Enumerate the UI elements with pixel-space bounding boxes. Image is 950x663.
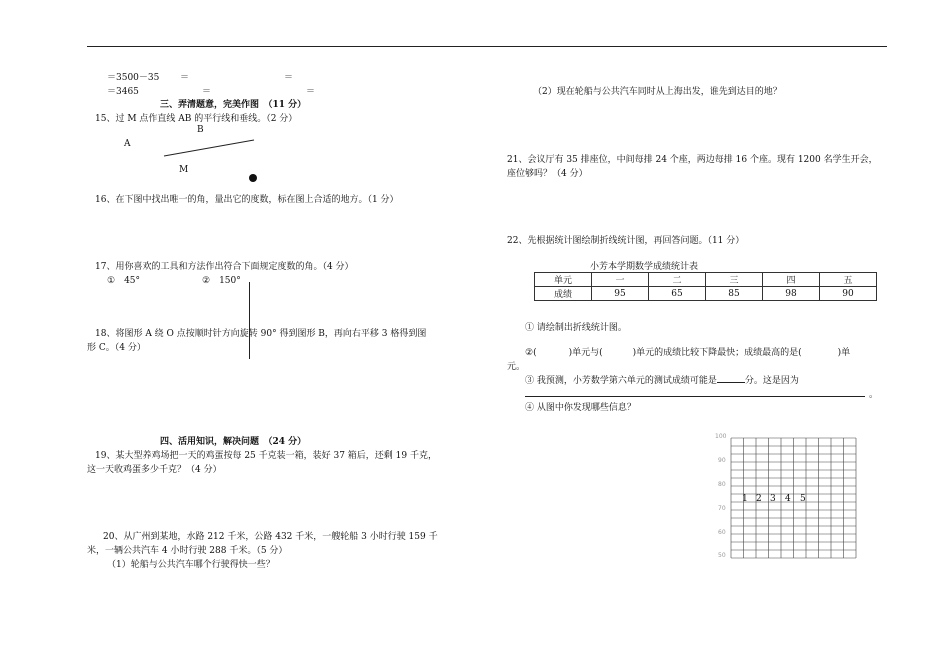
calc-eq-a: ＝ — [180, 73, 190, 83]
q15-label-m: M — [179, 165, 189, 175]
line-chart-grid[interactable] — [730, 437, 858, 559]
table-row-scores — [535, 287, 877, 301]
q17-item-1: ① 45° — [107, 276, 141, 286]
q22-sub-2-end: 元。 — [507, 362, 526, 372]
q16-angle-ray — [249, 282, 250, 359]
section3-title: 三、弄清题意，完美作图 （11 分） — [160, 100, 307, 110]
grid-y-label: 50 — [718, 552, 726, 559]
q15-label-b: B — [197, 125, 204, 135]
q20-line-2: 米，一辆公共汽车 4 小时行驶 288 千米。（5 分） — [87, 546, 288, 556]
grid-x-label: 2 — [756, 494, 762, 504]
q18-line-2: 形 C。（4 分） — [87, 343, 146, 353]
table-unit: 二 — [649, 273, 706, 287]
q22-sub-3: ③ 我预测，小芳数学第六单元的测试成绩可能是 分。这是因为 — [525, 376, 799, 386]
table-row-label: 成绩 — [535, 287, 592, 301]
table-unit: 五 — [820, 273, 877, 287]
score-table — [534, 272, 877, 301]
table-score: 95 — [592, 287, 649, 301]
table-unit: 一 — [592, 273, 649, 287]
q22-sub-3-answer-line: 。 — [525, 387, 878, 400]
q15-text: 15、过 M 点作直线 AB 的平行线和垂线。（2 分） — [95, 114, 298, 124]
calc-eq-c: ＝ — [202, 87, 212, 97]
grid-x-label: 4 — [785, 494, 791, 504]
q15-label-a: A — [124, 139, 131, 149]
grid-y-label: 60 — [718, 529, 726, 536]
q21-line-1: 21、会议厅有 35 排座位，中间每排 24 个座，两边每排 16 个座。现有 1200 名学生开会， — [507, 155, 878, 165]
q19-line-1: 19、某大型养鸡场把一天的鸡蛋按每 25 千克装一箱，装好 37 箱后，还剩 19 千克， — [95, 451, 437, 461]
table-unit: 四 — [763, 273, 820, 287]
calc-eq-d: ＝ — [306, 87, 316, 97]
q17-item-2: ② 150° — [202, 276, 241, 286]
q16-text: 16、在下图中找出唯一的角，量出它的度数，标在图上合适的地方。（1 分） — [95, 195, 399, 205]
grid-x-label: 5 — [800, 494, 806, 504]
table-unit: 三 — [706, 273, 763, 287]
section4-title: 四、活用知识，解决问题 （24 分） — [160, 437, 307, 447]
table-row-units — [535, 273, 877, 287]
grid-y-label: 90 — [718, 457, 726, 464]
q22-sub-4: ④ 从图中你发现哪些信息？ — [525, 403, 636, 413]
grid-y-label: 100 — [715, 433, 727, 440]
grid-y-label: 70 — [718, 505, 726, 512]
q20-line-1: 20、从广州到某地，水路 212 千米，公路 432 千米，一艘轮船 3 小时行驶 159 千 — [103, 532, 438, 542]
table-header-label: 单元 — [535, 273, 592, 287]
grid-x-label: 3 — [770, 494, 776, 504]
grid-y-label: 80 — [718, 481, 726, 488]
table-score: 65 — [649, 287, 706, 301]
q15-figure — [160, 135, 270, 185]
q21-line-2: 座位够吗？（4 分） — [507, 169, 588, 179]
header-rule — [87, 46, 887, 47]
q19-line-2: 这一天收鸡蛋多少千克？（4 分） — [87, 465, 222, 475]
point-m — [249, 174, 257, 182]
q22-text: 22、先根据统计图绘制折线统计图，再回答问题。（11 分） — [507, 236, 745, 246]
q22-table-title: 小芳本学期数学成绩统计表 — [590, 262, 699, 272]
q17-text: 17、用你喜欢的工具和方法作出符合下面规定度数的角。（4 分） — [95, 262, 354, 272]
grid-x-label: 1 — [742, 494, 748, 504]
calc-eq-b: ＝ — [284, 73, 294, 83]
table-score: 85 — [706, 287, 763, 301]
table-score: 98 — [763, 287, 820, 301]
q22-sub-2: ②( )单元与( )单元的成绩比较下降最快；成绩最高的是( )单 — [525, 348, 851, 358]
q20-sub-2: （2）现在轮船与公共汽车同时从上海出发，谁先到达目的地？ — [533, 87, 782, 97]
calc-row-2: ＝3465 — [107, 87, 139, 97]
line-ab — [164, 140, 254, 156]
q18-line-1: 18、将图形 A 绕 O 点按顺时针方向旋转 90° 得到图形 B，再向右平移 3 格得到图 — [95, 329, 427, 339]
table-score: 90 — [820, 287, 877, 301]
q22-sub-1: ① 请绘制出折线统计图。 — [525, 323, 627, 333]
calc-row-1: ＝3500－35 — [107, 73, 160, 83]
q20-sub-1: （1）轮船与公共汽车哪个行驶得快一些？ — [107, 560, 275, 570]
